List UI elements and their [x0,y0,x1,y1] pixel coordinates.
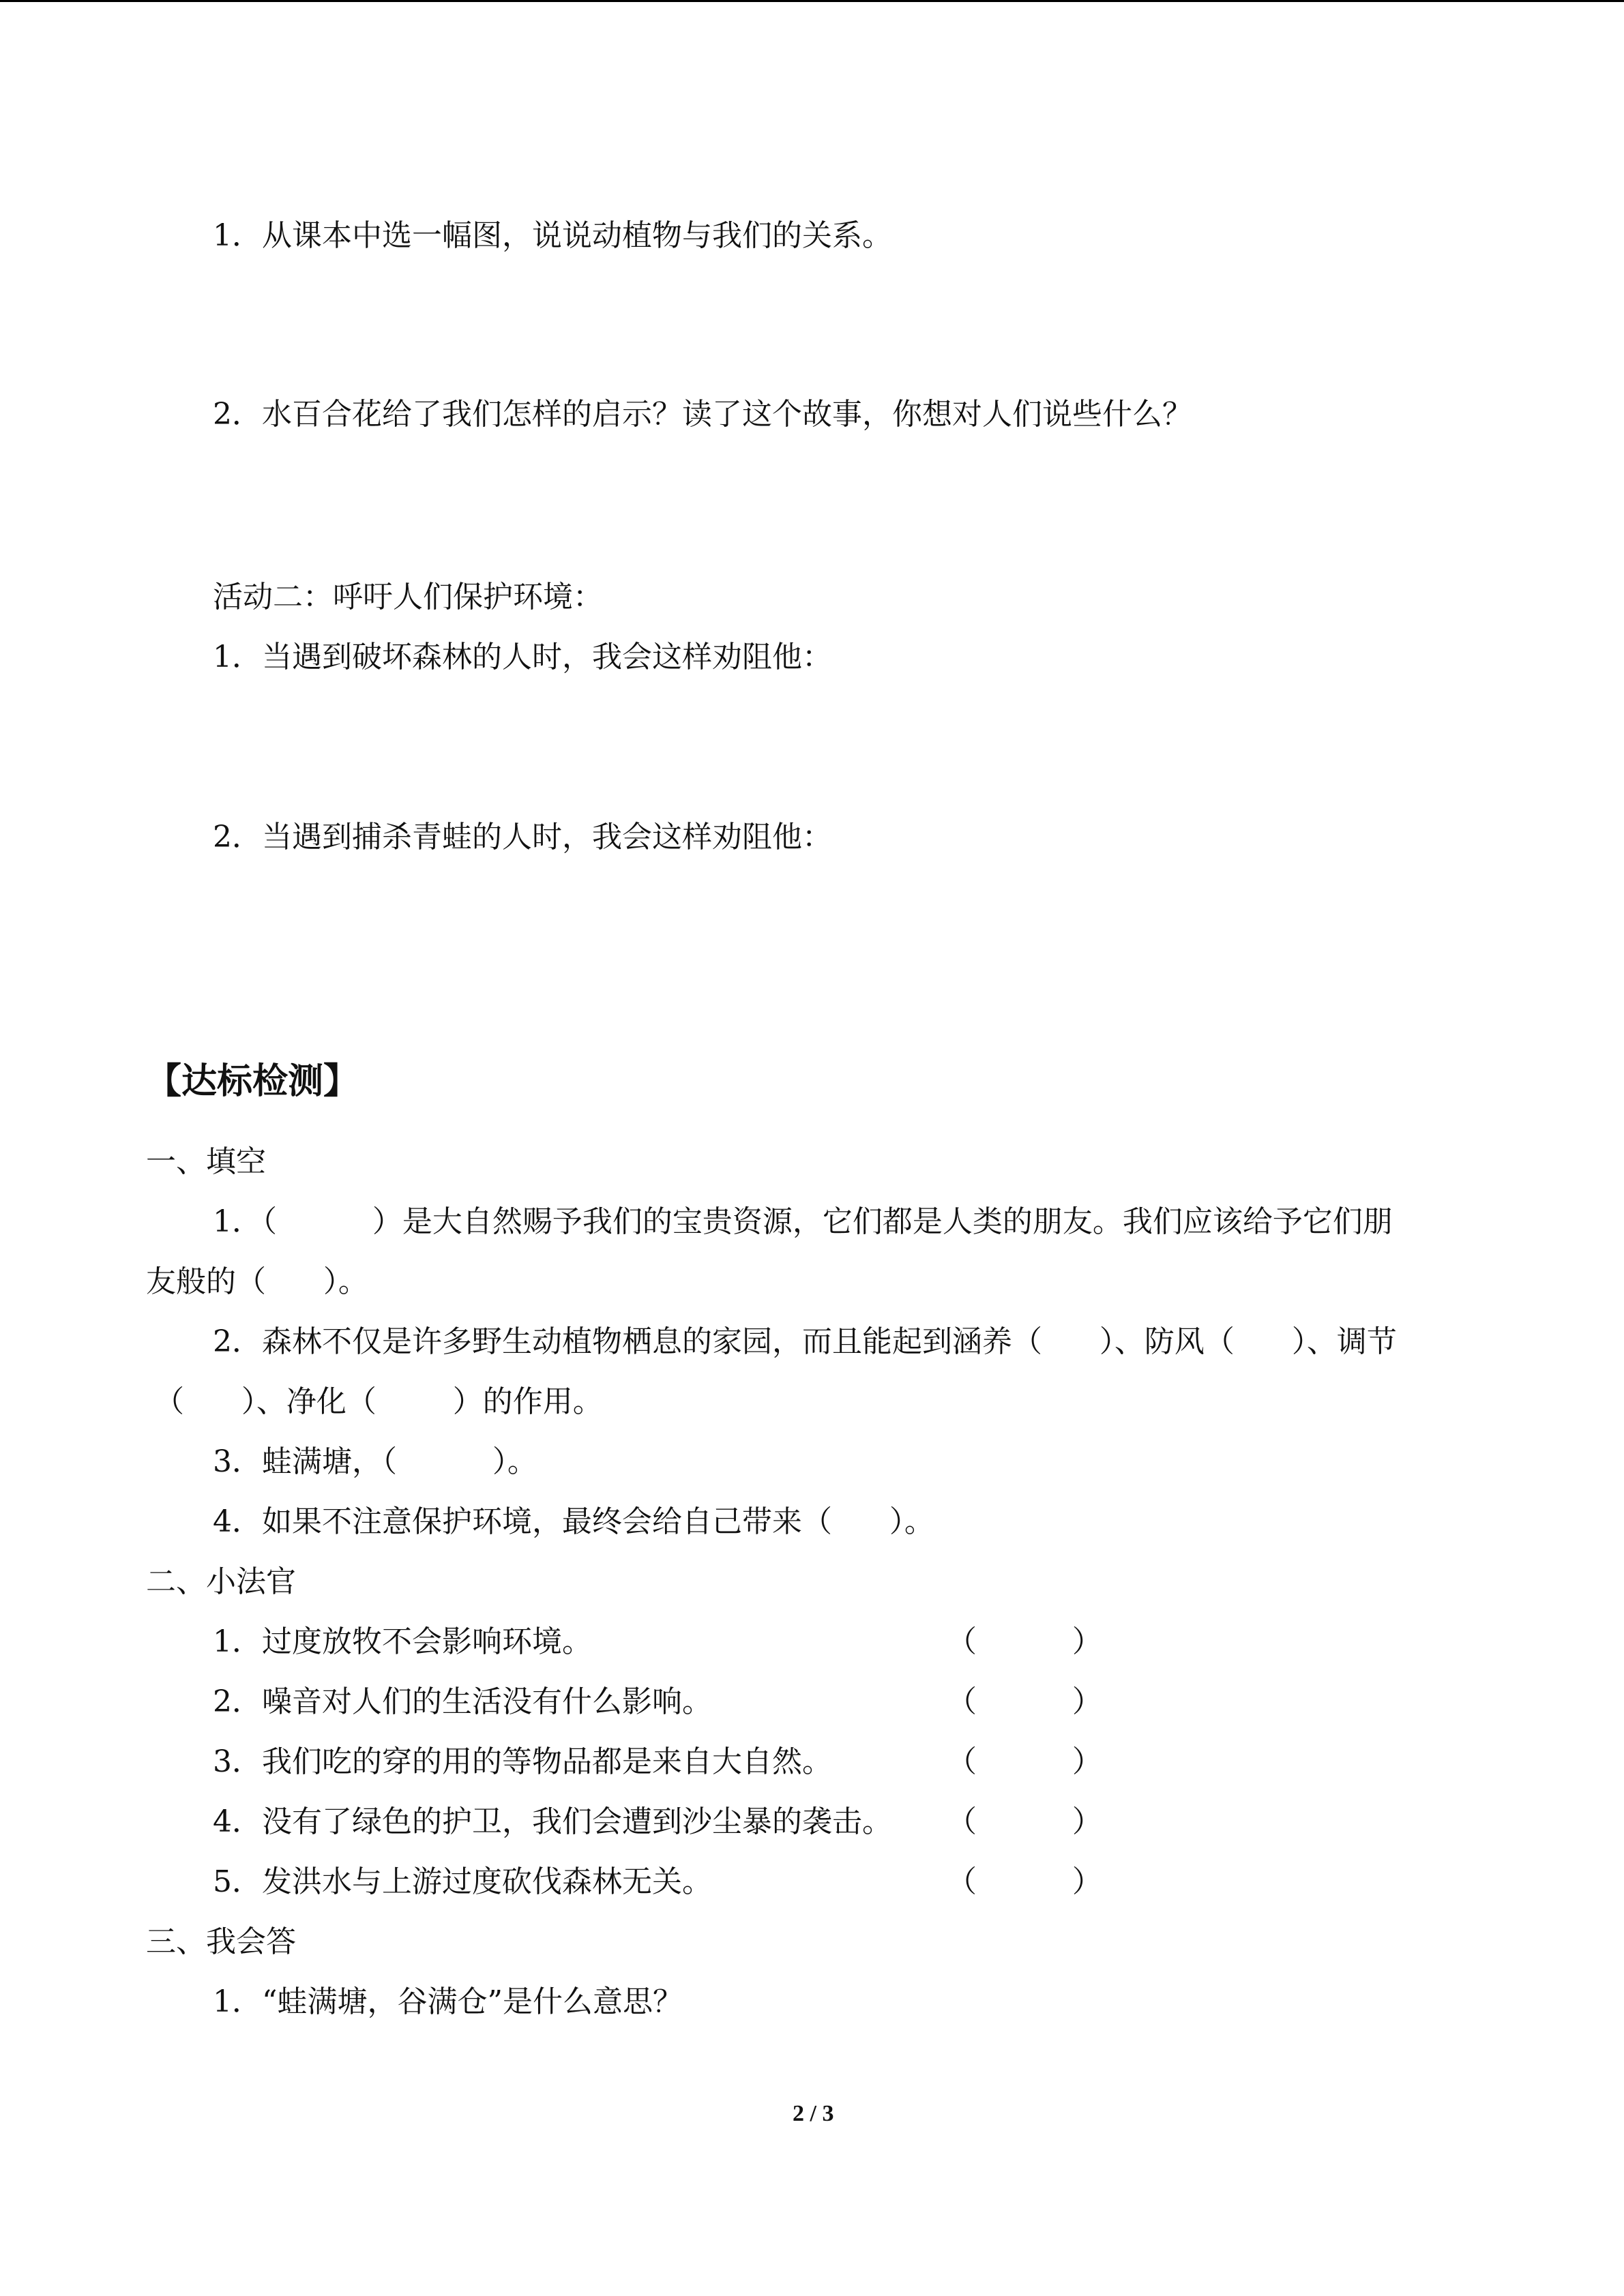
judge-item-5-answer-blank: （ ） [947,1864,1102,1899]
fill-blank-title: 一、填空 [146,1144,266,1179]
answer-item-1: 1．“蛙满塘，谷满仓”是什么意思？ [213,1984,683,2019]
fill-blank-item-2a: 2．森林不仅是许多野生动植物栖息的家园，而且能起到涵养（ ）、防风（ ）、调节 [213,1324,1397,1359]
top-border-rule [0,0,1624,2]
activity-two-title: 活动二：呼吁人们保护环境： [213,580,603,614]
assessment-heading: 【达标检测】 [146,1061,359,1102]
activity-one-question-2: 2．水百合花给了我们怎样的启示？读了这个故事，你想对人们说些什么？ [213,397,1192,432]
judge-item-3-text: 3．我们吃的穿的用的等物品都是来自大自然。 [213,1744,832,1779]
judge-item-2-text: 2．噪音对人们的生活没有什么影响。 [213,1684,712,1719]
fill-blank-item-1a: 1．（ ）是大自然赐予我们的宝贵资源，它们都是人类的朋友。我们应该给予它们朋 [213,1204,1393,1239]
activity-two-question-1: 1．当遇到破坏森林的人时，我会这样劝阻他： [213,640,832,674]
fill-blank-item-1b: 友般的（ ）。 [146,1264,368,1299]
judge-item-1-answer-blank: （ ） [947,1624,1102,1659]
fill-blank-item-2b: （ ）、净化（ ）的作用。 [154,1384,603,1419]
judge-item-5-text: 5．发洪水与上游过度砍伐森林无关。 [213,1864,712,1899]
judge-item-4-answer-blank: （ ） [947,1804,1102,1839]
activity-one-question-1: 1．从课本中选一幅图，说说动植物与我们的关系。 [213,218,892,253]
judge-item-3-answer-blank: （ ） [947,1744,1102,1779]
page-number: 2 / 3 [793,2101,834,2126]
judge-title: 二、小法官 [146,1564,296,1599]
judge-item-4-text: 4．没有了绿色的护卫，我们会遭到沙尘暴的袭击。 [213,1804,892,1839]
activity-two-question-2: 2．当遇到捕杀青蛙的人时，我会这样劝阻他： [213,820,832,854]
answer-title: 三、我会答 [146,1924,296,1959]
judge-item-1-text: 1．过度放牧不会影响环境。 [213,1624,592,1659]
fill-blank-item-4: 4．如果不注意保护环境，最终会给自己带来（ ）。 [213,1504,934,1539]
judge-item-2-answer-blank: （ ） [947,1684,1102,1719]
fill-blank-item-3: 3．蛙满塘，（ ）。 [213,1444,537,1479]
